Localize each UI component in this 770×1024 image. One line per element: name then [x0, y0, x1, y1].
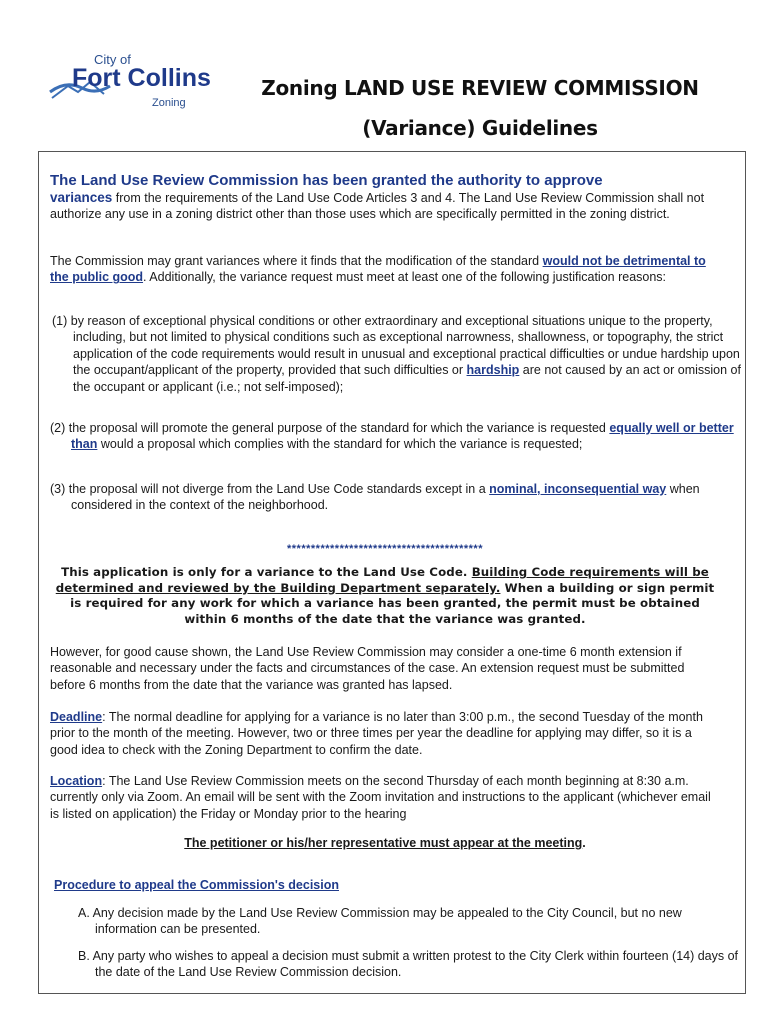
location-text: : The Land Use Review Commission meets on the second Thursday of each month beginning at 8:30 a.m. currently only via Zoom. An email will be sent with the Zoom invitation and instructions to the applicant (whichever email is listed on application) the Friday or Monday prior to the hearing: [50, 774, 711, 821]
notice-c: When a building or sign permit is required for any work for which a variance has been granted, the permit must be obtained within 6 months of the date that the variance was granted.: [70, 580, 715, 626]
reason-2-post: would a proposal which complies with the standard for which the variance is requested;: [97, 437, 583, 452]
appear-notice: [50, 836, 720, 850]
city-logo: [44, 50, 222, 112]
notice-b: Building Code requirements will be determined and reviewed by the Building Department separately.: [55, 565, 709, 595]
intro-paragraph: [50, 171, 720, 223]
deadline-paragraph: [50, 709, 720, 758]
logo-dept: Zoning: [152, 97, 186, 109]
page-title: [240, 68, 720, 148]
nominal-link[interactable]: nominal, inconsequential way: [489, 482, 667, 496]
commission-post: . Additionally, the variance request must meet at least one of the following justification reasons:: [143, 270, 667, 285]
logo-graphic: [44, 50, 222, 112]
deadline-label: Deadline: [50, 710, 103, 724]
notice-a: This application is only for a variance to the Land Use Code.: [61, 565, 472, 579]
public-good-link[interactable]: would not be detrimental to the public good: [50, 254, 706, 285]
commission-paragraph: [50, 253, 720, 286]
commission-pre: The Commission may grant variances where it finds that the modification of the standard: [50, 254, 543, 268]
reason-3-post: when considered in the context of the neighborhood.: [71, 482, 700, 513]
title-line-1: Zoning LAND USE REVIEW COMMISSION: [261, 76, 699, 100]
reason-2: [50, 420, 741, 453]
extension-paragraph: However, for good cause shown, the Land Use Review Commission may consider a one-time 6 month extension if reasonable and necessary under the facts and circumstances of the case. An extension request must be submitted before 6 months from the date that the variance was granted has lapsed.: [50, 645, 685, 692]
procedure-item-b: B. Any party who wishes to appeal a decision must submit a written protest to the City Clerk within fourteen (14) days of the date of the Land Use Review Commission decision.: [78, 949, 739, 980]
reason-1-pre: (1) by reason of exceptional physical conditions or other extraordinary and exceptional situations unique to the property, including, but not limited to physical conditions such as exceptional narrowness, shallowness, or topography, the strict application of the code requirements would result in unusual and exceptional practical difficulties or undue hardship upon the occupant/applicant of the property, provided that such difficulties or: [52, 314, 740, 378]
reason-1-post: are not caused by an act or omission of the occupant or applicant (i.e.; not self-imposed);: [73, 363, 741, 394]
title-line-2: (Variance) Guidelines: [362, 116, 598, 140]
building-code-notice: [50, 565, 720, 627]
logo-city-of: City of: [94, 52, 131, 67]
reason-3: [50, 481, 741, 514]
intro-rest: from the requirements of the Land Use Code Articles 3 and 4. The Land Use Review Commission shall not authorize any use in a zoning district other than those uses which are specifically permitted in the zoning district.: [50, 191, 705, 222]
equally-well-link[interactable]: equally well or better than: [71, 421, 734, 452]
reason-2-pre: (2) the proposal will promote the general purpose of the standard for which the variance is requested: [50, 421, 610, 435]
location-label: Location: [50, 774, 103, 788]
appear-text: The petitioner or his/her representative must appear at the meeting: [184, 836, 583, 850]
intro-lead: The Land Use Review Commission has been granted the authority to approve: [50, 172, 603, 189]
reason-3-pre: (3) the proposal will not diverge from the Land Use Code standards except in a: [50, 482, 490, 496]
logo-name: Fort Collins: [72, 64, 211, 92]
location-paragraph: [50, 773, 720, 822]
intro-lead-variances: variances: [50, 190, 113, 205]
reason-1: [52, 313, 741, 395]
appear-dot: .: [582, 836, 586, 850]
deadline-text: : The normal deadline for applying for a variance is no later than 3:00 p.m., the second Tuesday of the month prior to the month of the meeting. However, two or three times per year the deadline for applying may differ, so it is a good idea to check with the Zoning Department to confirm the date.: [50, 710, 703, 757]
star-divider: *****************************************: [286, 543, 483, 555]
hardship-link[interactable]: hardship: [466, 363, 520, 378]
procedure-heading[interactable]: Procedure to appeal the Commission's decision: [54, 878, 339, 892]
procedure-item-a: A. Any decision made by the Land Use Review Commission may be appealed to the City Council, but no new information can be presented.: [78, 906, 682, 937]
